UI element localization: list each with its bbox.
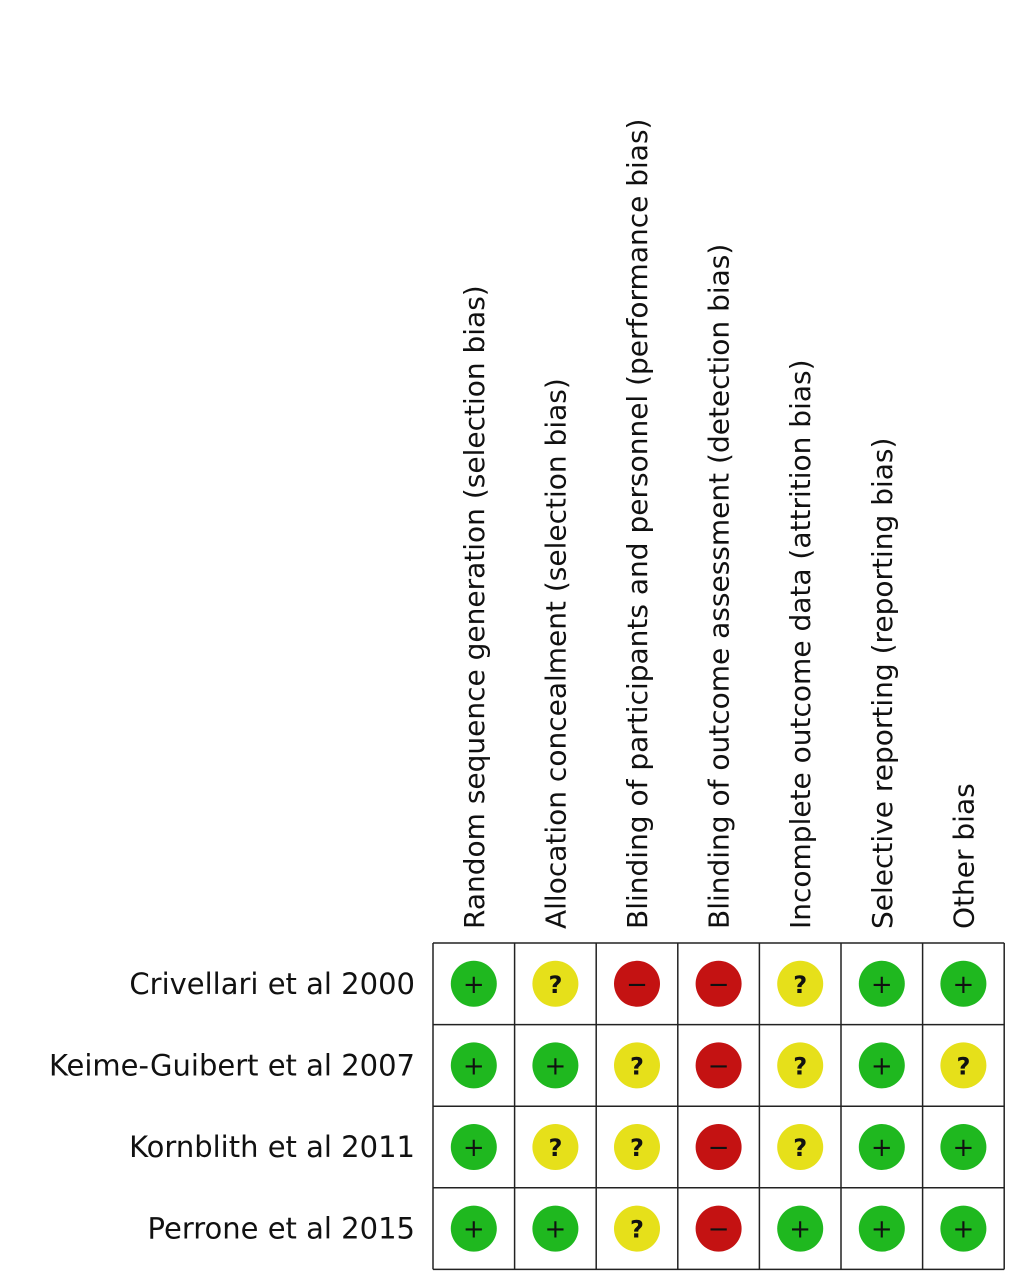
rating-symbol: ? — [630, 1215, 644, 1244]
rating-symbol: + — [952, 1133, 975, 1163]
study-label: Keime-Guibert et al 2007 — [48, 1048, 415, 1083]
rating-symbol: + — [462, 969, 485, 1000]
rating-symbol: ? — [630, 1134, 644, 1162]
rating-symbol: + — [462, 1051, 485, 1082]
rating-symbol: − — [707, 1214, 730, 1245]
domain-label: Selective reporting (reporting bias) — [865, 437, 899, 929]
rating-symbol: − — [707, 969, 730, 1000]
study-labels — [49, 967, 415, 1246]
rating-symbol: + — [462, 1133, 485, 1163]
study-label: Kornblith et al 2011 — [129, 1130, 415, 1164]
study-label: Crivellari et al 2000 — [129, 966, 415, 1001]
rating-symbol: + — [870, 1051, 893, 1082]
rating-symbol: + — [544, 1051, 567, 1082]
study-label: Perrone et al 2015 — [147, 1211, 415, 1246]
domain-label: Blinding of participants and personnel (performance bias) — [621, 118, 654, 929]
rating-symbol: ? — [793, 1134, 808, 1162]
rating-symbol: + — [544, 1214, 567, 1245]
rating-symbol: ? — [548, 1134, 563, 1162]
rating-symbol: − — [626, 969, 648, 1000]
rating-symbol: + — [870, 1133, 893, 1163]
rating-symbol: + — [952, 969, 975, 1000]
rating-symbol: ? — [630, 1052, 644, 1081]
domain-label: Allocation concealment (selection bias) — [539, 378, 573, 929]
domain-label: Other bias — [947, 783, 981, 929]
rating-symbol: ? — [956, 1052, 971, 1081]
rating-symbol: + — [462, 1214, 485, 1245]
rating-symbol: + — [870, 1214, 893, 1245]
rating-symbol: − — [707, 1051, 730, 1082]
domain-label: Random sequence generation (selection bias) — [457, 285, 491, 929]
rating-symbol: ? — [793, 1052, 808, 1081]
domain-labels — [458, 119, 981, 929]
rating-symbol: + — [789, 1214, 812, 1245]
domain-label: Blinding of outcome assessment (detection bias) — [702, 243, 736, 929]
rating-symbol: ? — [548, 970, 563, 999]
domain-label: Incomplete outcome data (attrition bias) — [784, 359, 818, 929]
rating-symbol: − — [707, 1133, 730, 1163]
rating-symbol: ? — [793, 970, 808, 999]
rating-symbol: + — [870, 969, 893, 1000]
rating-symbol: + — [952, 1214, 975, 1245]
